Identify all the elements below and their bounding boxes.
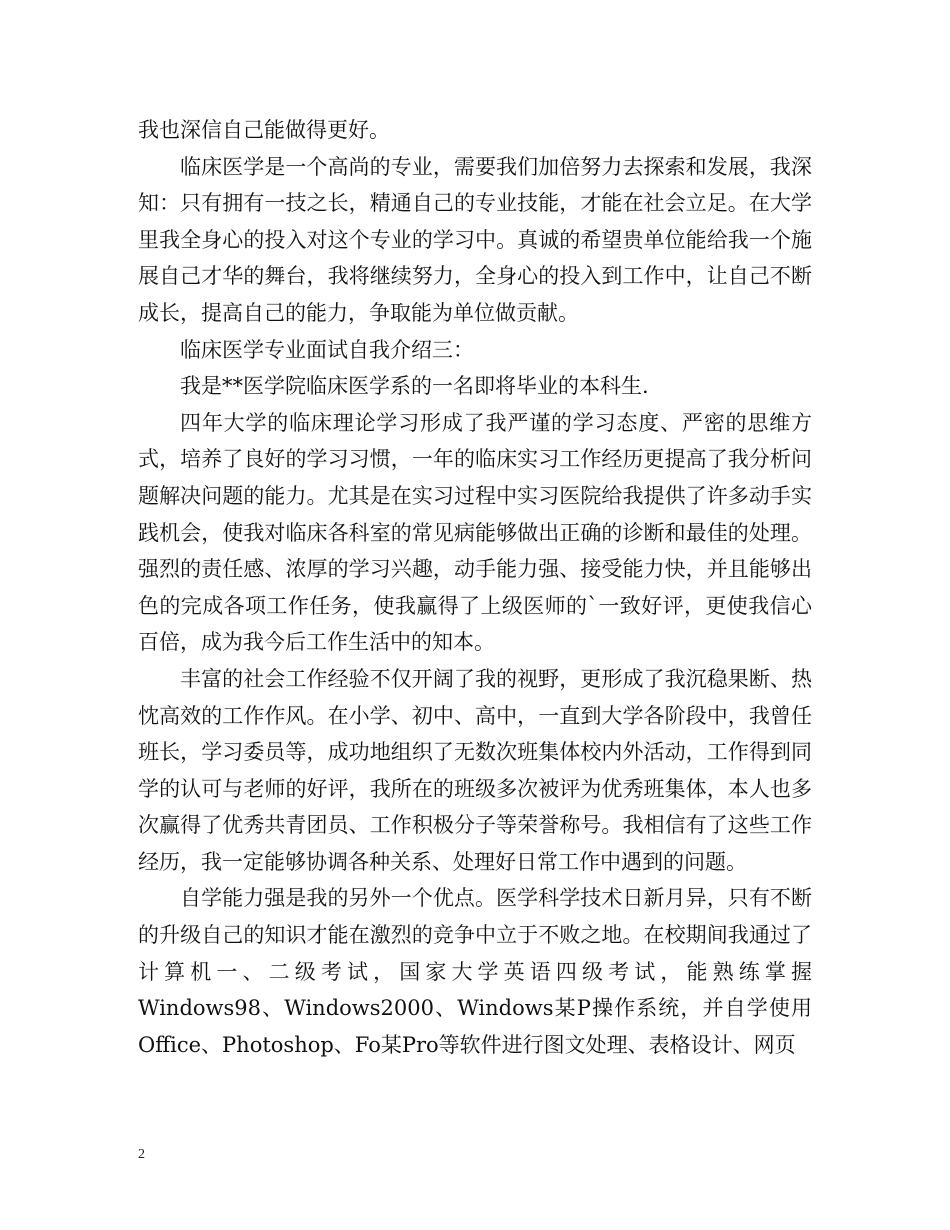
paragraph-2: 临床医学是一个高尚的专业，需要我们加倍努力去探索和发展，我深知：只有拥有一技之长，精通自己的专业技能，才能在社会立足。在大学里我全身心的投入对这个专业的学习中。真诚的希望贵单位能给我一个施展自己才华的舞台，我将继续努力，全身心的投入到工作中，让自己不断成长，提高自己的能力，争取能为单位做贡献。	[138, 154, 812, 325]
paragraph-4: 我是**医学院临床医学系的一名即将毕业的本科生.	[180, 374, 649, 399]
page-number: 2	[138, 1147, 145, 1162]
document-body	[138, 112, 812, 1063]
paragraph-1: 我也深信自己能做得更好。	[138, 118, 390, 142]
paragraph-6: 丰富的社会工作经验不仅开阔了我的视野，更形成了我沉稳果断、热忱高效的工作作风。在小学、初中、高中，一直到大学各阶段中，我曾任班长，学习委员等，成功地组织了无数次班集体校内外活动，工作得到同学的认可与老师的好评，我所在的班级多次被评为优秀班集体，本人也多次赢得了优秀共青团员、工作积极分子等荣誉称号。我相信有了这些工作经历，我一定能够协调各种关系、处理好日常工作中遇到的问题。	[138, 666, 812, 874]
paragraph-5: 四年大学的临床理论学习形成了我严谨的学习态度、严密的思维方式，培养了良好的学习习惯，一年的临床实习工作经历更提高了我分析问题解决问题的能力。尤其是在实习过程中实习医院给我提供了许多动手实践机会，使我对临床各科室的常见病能够做出正确的诊断和最佳的处理。强烈的责任感、浓厚的学习兴趣，动手能力强、接受能力快，并且能够出色的完成各项工作任务，使我赢得了上级医师的`一致好评，更使我信心百倍，成为我今后工作生活中的知本。	[138, 410, 812, 655]
paragraph-7: 自学能力强是我的另外一个优点。医学科学技术日新月异，只有不断的升级自己的知识才能在激烈的竞争中立于不败之地。在校期间我通过了计算机一、二级考试，国家大学英语四级考试，能熟练掌握Windows98、Windows2000、Windows某P操作系统，并自学使用Office、Photoshop、Fo某Pro等软件进行图文处理、表格设计、网页	[138, 886, 812, 1057]
section-heading: 临床医学专业面试自我介绍三：	[180, 337, 474, 362]
